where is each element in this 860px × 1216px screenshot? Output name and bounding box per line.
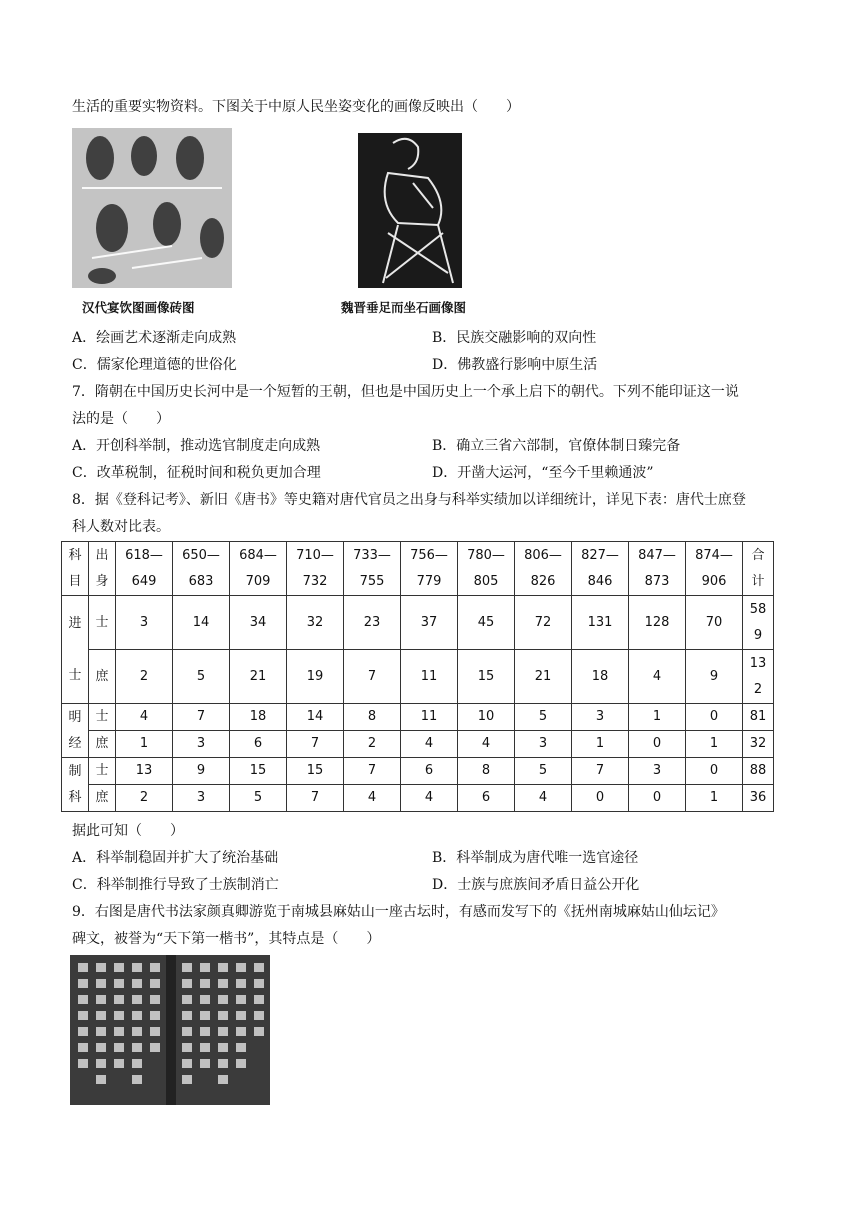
table-cell: 34 (230, 596, 287, 650)
table-cell: 3 (116, 596, 173, 650)
q6-option-c: C．儒家伦理道德的世俗化 (72, 357, 237, 373)
table-cell: 7 (344, 758, 401, 785)
table-cell: 6 (230, 731, 287, 758)
header-period: 847— 873 (629, 542, 686, 596)
q9-stem-line2: 碑文，被誉为“天下第一楷书”，其特点是（ ） (72, 931, 381, 947)
origin-shi: 士 (89, 758, 116, 785)
table-cell: 3 (572, 704, 629, 731)
header-period: 827— 846 (572, 542, 629, 596)
table-cell: 4 (515, 785, 572, 812)
table-cell: 2 (344, 731, 401, 758)
table-row (62, 785, 774, 812)
table-cell: 0 (686, 758, 743, 785)
table-header-row (62, 542, 774, 596)
q8-option-b: B．科举制成为唐代唯一选官途径 (432, 850, 639, 866)
table-cell-total: 88 (743, 758, 774, 785)
table-cell: 128 (629, 596, 686, 650)
table-cell: 45 (458, 596, 515, 650)
subject-jinshi: 进 士 (62, 596, 89, 704)
table-cell: 1 (629, 704, 686, 731)
table-cell: 11 (401, 704, 458, 731)
q7-stem-line1: 7．隋朝在中国历史长河中是一个短暂的王朝，但也是中国历史上一个承上启下的朝代。下列不能印证这一说 (72, 384, 739, 400)
table-row (62, 758, 774, 785)
table-cell: 6 (458, 785, 515, 812)
table-cell: 4 (344, 785, 401, 812)
q7-option-a: A．开创科举制，推动选官制度走向成熟 (72, 438, 321, 454)
q9-stem-line1: 9．右图是唐代书法家颜真卿游览于南城县麻姑山一座古坛时，有感而发写下的《抚州南城麻姑山仙坛记》 (72, 904, 725, 920)
q7-option-c: C．改革税制，征税时间和税负更加合理 (72, 465, 321, 481)
table-cell: 32 (287, 596, 344, 650)
table-cell: 9 (686, 650, 743, 704)
table-cell: 5 (515, 704, 572, 731)
origin-shu: 庶 (89, 731, 116, 758)
table-cell: 9 (173, 758, 230, 785)
table-cell: 11 (401, 650, 458, 704)
table-cell: 0 (629, 785, 686, 812)
q8-option-c: C．科举制推行导致了士族制消亡 (72, 877, 279, 893)
table-cell: 21 (230, 650, 287, 704)
table-cell: 14 (287, 704, 344, 731)
origin-shu: 庶 (89, 785, 116, 812)
table-cell: 18 (572, 650, 629, 704)
table-cell: 2 (116, 650, 173, 704)
table-cell: 15 (287, 758, 344, 785)
q8-conclusion: 据此可知（ ） (72, 823, 184, 839)
header-period: 780— 805 (458, 542, 515, 596)
table-cell-total: 81 (743, 704, 774, 731)
table-cell: 6 (401, 758, 458, 785)
q8-stem-line2: 科人数对比表。 (72, 519, 170, 535)
table-cell: 131 (572, 596, 629, 650)
table-cell: 8 (458, 758, 515, 785)
table-row (62, 731, 774, 758)
table-cell: 4 (116, 704, 173, 731)
table-cell: 14 (173, 596, 230, 650)
table-cell: 4 (401, 785, 458, 812)
table-cell: 21 (515, 650, 572, 704)
origin-shi: 士 (89, 596, 116, 650)
table-cell: 1 (686, 785, 743, 812)
q6-option-b: B．民族交融影响的双向性 (432, 330, 597, 346)
q6-option-a: A．绘画艺术逐渐走向成熟 (72, 330, 237, 346)
table-cell: 7 (287, 785, 344, 812)
scholar-commoner-exam-table (61, 541, 774, 812)
header-period: 650— 683 (173, 542, 230, 596)
header-period: 710— 732 (287, 542, 344, 596)
q8-stem-line1: 8．据《登科记考》、新旧《唐书》等史籍对唐代官员之出身与科举实绩加以详细统计，详见下表：唐代士庶登 (72, 492, 746, 508)
table-cell: 10 (458, 704, 515, 731)
header-period: 756— 779 (401, 542, 458, 596)
table-cell: 5 (173, 650, 230, 704)
weijin-seated-stone-image (358, 133, 462, 288)
table-cell: 13 (116, 758, 173, 785)
subject-mingjing: 明 经 (62, 704, 89, 758)
table-cell: 7 (287, 731, 344, 758)
q6-option-d: D．佛教盛行影响中原生活 (432, 357, 598, 373)
table-cell: 4 (401, 731, 458, 758)
header-total: 合 计 (743, 542, 774, 596)
header-period: 874— 906 (686, 542, 743, 596)
q7-option-d: D．开凿大运河，“至今千里赖通波” (432, 465, 654, 481)
q7-option-b: B．确立三省六部制，官僚体制日臻完备 (432, 438, 681, 454)
header-period: 806— 826 (515, 542, 572, 596)
image-caption-weijin: 魏晋垂足而坐石画像图 (341, 300, 467, 315)
table-row (62, 650, 774, 704)
table-cell: 8 (344, 704, 401, 731)
table-cell: 3 (173, 731, 230, 758)
table-cell: 4 (629, 650, 686, 704)
calligraphy-stele-image (70, 955, 270, 1105)
header-period: 618— 649 (116, 542, 173, 596)
header-subject: 科 目 (62, 542, 89, 596)
table-cell: 0 (686, 704, 743, 731)
table-row (62, 596, 774, 650)
table-row (62, 704, 774, 731)
table-cell-total: 36 (743, 785, 774, 812)
origin-shi: 士 (89, 704, 116, 731)
table-cell: 15 (230, 758, 287, 785)
table-cell: 7 (572, 758, 629, 785)
han-banquet-brick-image (72, 128, 232, 288)
table-cell: 37 (401, 596, 458, 650)
table-cell: 72 (515, 596, 572, 650)
header-period: 684— 709 (230, 542, 287, 596)
table-cell-total: 13 2 (743, 650, 774, 704)
table-cell: 1 (686, 731, 743, 758)
table-cell: 4 (458, 731, 515, 758)
table-cell: 3 (515, 731, 572, 758)
header-period: 733— 755 (344, 542, 401, 596)
table-cell: 3 (629, 758, 686, 785)
q8-option-d: D．士族与庶族间矛盾日益公开化 (432, 877, 640, 893)
table-cell: 19 (287, 650, 344, 704)
table-cell: 0 (629, 731, 686, 758)
table-cell: 5 (515, 758, 572, 785)
table-cell: 1 (572, 731, 629, 758)
table-cell: 0 (572, 785, 629, 812)
table-cell: 7 (344, 650, 401, 704)
table-cell: 3 (173, 785, 230, 812)
table-cell: 1 (116, 731, 173, 758)
table-cell: 15 (458, 650, 515, 704)
table-cell: 7 (173, 704, 230, 731)
origin-shu: 庶 (89, 650, 116, 704)
q7-stem-line2: 法的是（ ） (72, 411, 170, 427)
subject-zhike: 制 科 (62, 758, 89, 812)
table-cell: 2 (116, 785, 173, 812)
table-cell: 18 (230, 704, 287, 731)
q6-stem-tail: 生活的重要实物资料。下图关于中原人民坐姿变化的画像反映出（ ） (72, 99, 520, 115)
table-cell-total: 32 (743, 731, 774, 758)
table-cell: 5 (230, 785, 287, 812)
header-origin: 出 身 (89, 542, 116, 596)
image-caption-han: 汉代宴饮图画像砖图 (82, 300, 195, 315)
table-cell-total: 58 9 (743, 596, 774, 650)
table-cell: 70 (686, 596, 743, 650)
q8-option-a: A．科举制稳固并扩大了统治基础 (72, 850, 279, 866)
table-cell: 23 (344, 596, 401, 650)
